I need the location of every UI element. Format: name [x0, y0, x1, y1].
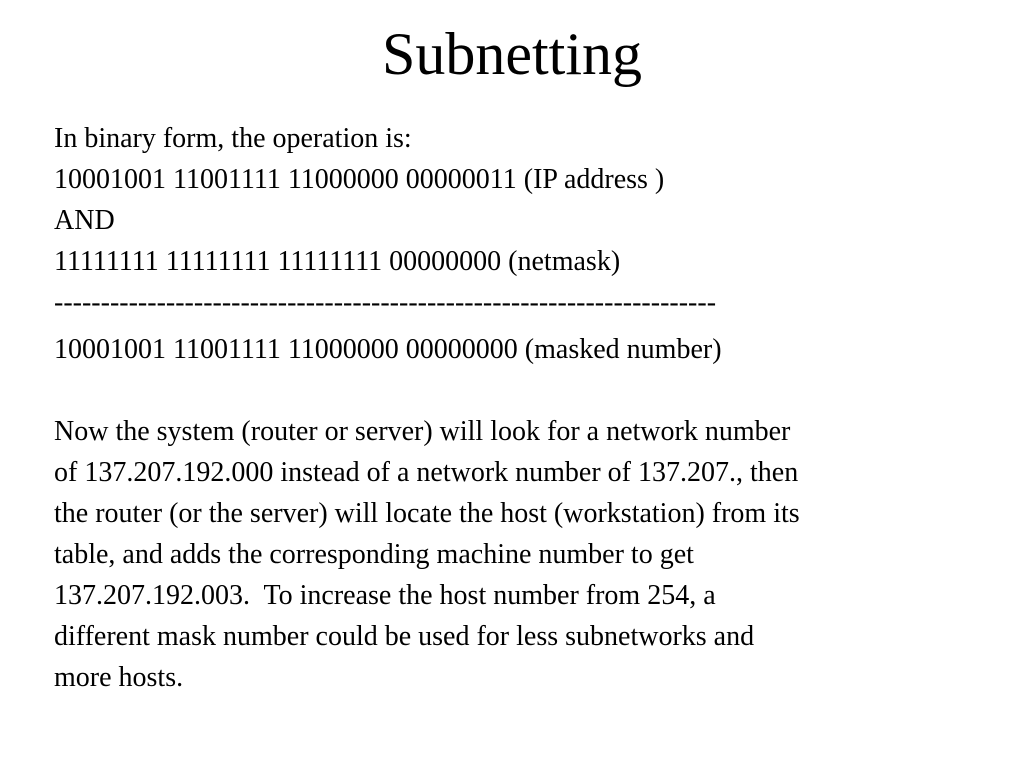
- paragraph-line-3: the router (or the server) will locate the host (workstation) from its: [54, 498, 800, 529]
- slide-body: [54, 118, 984, 698]
- paragraph-line-4: table, and adds the corresponding machine number to get: [54, 539, 694, 570]
- paragraph-line-1: Now the system (router or server) will look for a network number: [54, 416, 791, 447]
- paragraph-line-7: more hosts.: [54, 662, 184, 693]
- slide-title: Subnetting: [381, 21, 642, 87]
- paragraph-line-5: 137.207.192.003. To increase the host number from 254, a: [54, 580, 716, 611]
- paragraph-line-2: of 137.207.192.000 instead of a network number of 137.207., then: [54, 457, 799, 488]
- paragraph-line-6: different mask number could be used for less subnetworks and: [54, 621, 755, 652]
- separator-line: -----------------------------------------------------------------------: [54, 287, 717, 318]
- ip-address-binary: 10001001 11001111 11000000 00000011 (IP address ): [54, 164, 665, 195]
- intro-text: In binary form, the operation is:: [54, 123, 412, 154]
- netmask-binary: 11111111 11111111 11111111 00000000 (netmask): [54, 246, 621, 277]
- masked-number-binary: 10001001 11001111 11000000 00000000 (masked number): [54, 334, 722, 365]
- blank-spacer: [54, 370, 984, 411]
- and-operator: AND: [54, 205, 115, 236]
